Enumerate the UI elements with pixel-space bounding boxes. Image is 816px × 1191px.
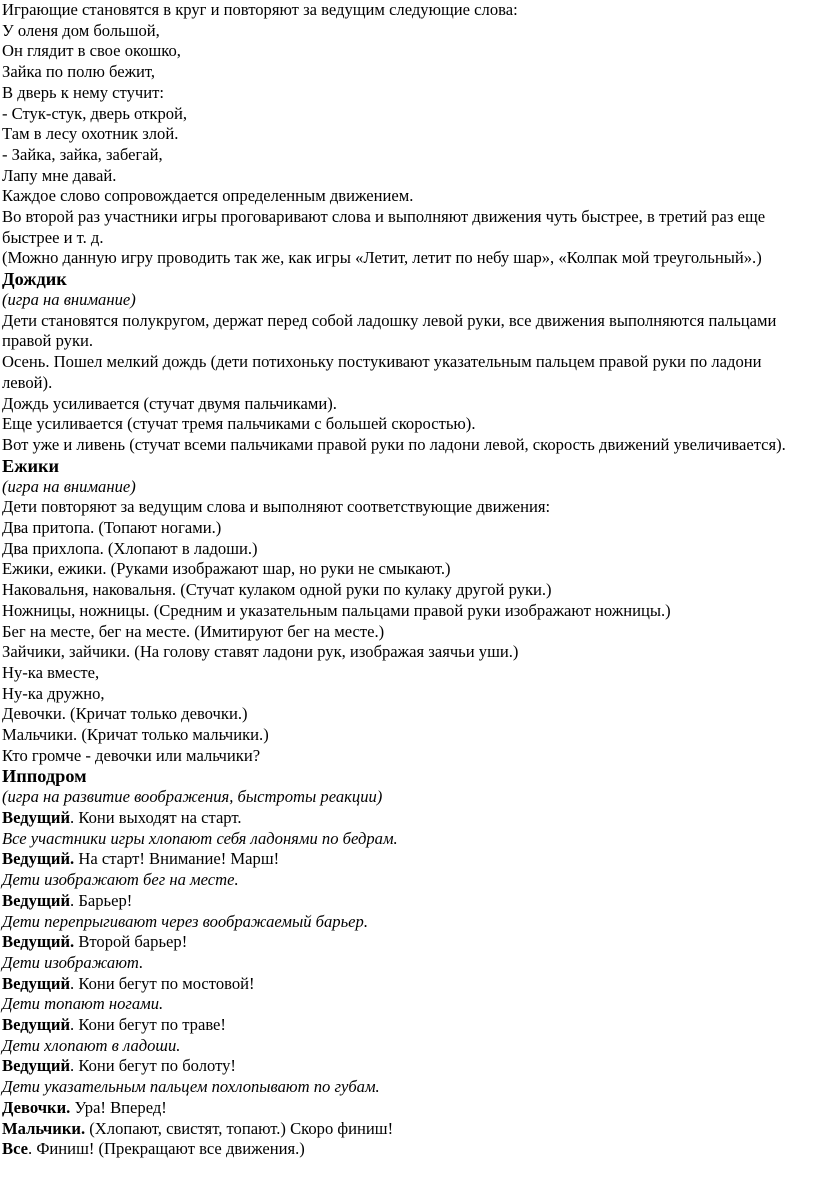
paragraph: Девочки. (Кричат только девочки.) bbox=[2, 704, 248, 724]
speech: Второй барьер! bbox=[74, 932, 188, 952]
paragraph: Дети становятся полукругом, держат перед собой ладошку левой руки, все движения выполняются пальцами правой руки. bbox=[2, 310, 777, 351]
speaker: Ведущий bbox=[2, 1015, 71, 1035]
paragraph: Зайчики, зайчики. (На голову ставят ладони рук, изображая заячьи уши.) bbox=[2, 642, 519, 662]
stage-direction: Дети указательным пальцем похлопывают по губам. bbox=[2, 1077, 380, 1097]
dialogue-line bbox=[2, 1139, 814, 1160]
stage-direction: Дети перепрыгивают через воображаемый барьер. bbox=[2, 911, 368, 931]
intro-line: Во второй раз участники игры проговаривают слова и выполняют движения чуть быстрее, в третий раз еще быстрее и т. д. bbox=[2, 207, 766, 247]
section-subtitle: (игра на внимание) bbox=[2, 476, 136, 496]
paragraph: Дети повторяют за ведущим слова и выполняют соответствующие движения: bbox=[2, 497, 551, 517]
stage-direction: Дети топают ногами. bbox=[2, 994, 164, 1014]
section-heading: Дождик bbox=[2, 269, 67, 290]
paragraph: Ежики, ежики. (Руками изображают шар, но руки не смыкают.) bbox=[2, 559, 451, 579]
stage-direction: Дети изображают. bbox=[2, 952, 144, 972]
stage-direction: Дети хлопают в ладоши. bbox=[2, 1035, 181, 1055]
speaker: Ведущий bbox=[2, 1056, 71, 1076]
dialogue-line bbox=[2, 1098, 814, 1119]
paragraph: Два прихлопа. (Хлопают в ладоши.) bbox=[2, 538, 258, 558]
intro-line: Он глядит в свое окошко, bbox=[2, 41, 181, 61]
speaker: Мальчики. bbox=[2, 1118, 86, 1138]
speech: (Хлопают, свистят, топают.) Скоро финиш! bbox=[85, 1118, 394, 1138]
stage-direction: Дети изображают бег на месте. bbox=[2, 870, 239, 890]
speech: . Кони бегут по траве! bbox=[70, 1015, 226, 1035]
dialogue-line bbox=[2, 849, 814, 870]
intro-line: Играющие становятся в круг и повторяют за ведущим следующие слова: bbox=[2, 0, 518, 19]
intro-line: - Стук-стук, дверь открой, bbox=[2, 103, 188, 123]
speech: . Финиш! (Прекращают все движения.) bbox=[28, 1139, 305, 1159]
paragraph: Ну-ка дружно, bbox=[2, 683, 105, 703]
speaker: Ведущий bbox=[2, 973, 71, 993]
rain-section bbox=[2, 269, 814, 456]
intro-line: - Зайка, зайка, забегай, bbox=[2, 144, 163, 164]
intro-line: Там в лесу охотник злой. bbox=[2, 124, 179, 144]
paragraph: Два притопа. (Топают ногами.) bbox=[2, 517, 222, 537]
speech: . Кони бегут по болоту! bbox=[70, 1056, 236, 1076]
speaker: Ведущий bbox=[2, 808, 71, 828]
intro-line: Лапу мне давай. bbox=[2, 165, 117, 185]
speech: На старт! Внимание! Марш! bbox=[74, 849, 280, 869]
dialogue-line bbox=[2, 891, 814, 912]
intro-line: Зайка по полю бежит, bbox=[2, 62, 156, 82]
hedgehogs-section bbox=[2, 456, 814, 767]
section-subtitle: (игра на развитие воображения, быстроты реакции) bbox=[2, 787, 383, 807]
paragraph: Бег на месте, бег на месте. (Имитируют бег на месте.) bbox=[2, 621, 385, 641]
paragraph: Осень. Пошел мелкий дождь (дети потихоньку постукивают указательным пальцем правой руки по ладони левой). bbox=[2, 352, 762, 392]
speaker: Девочки. bbox=[2, 1097, 71, 1117]
speaker: Ведущий. bbox=[2, 849, 75, 869]
intro-line: (Можно данную игру проводить так же, как игры «Летит, летит по небу шар», «Колпак мой треугольный».) bbox=[2, 248, 762, 268]
section-heading: Ипподром bbox=[2, 766, 87, 787]
dialogue-line bbox=[2, 1056, 814, 1077]
speaker: Ведущий. bbox=[2, 932, 75, 952]
paragraph: Еще усиливается (стучат тремя пальчиками с большей скоростью). bbox=[2, 414, 476, 434]
section-heading: Ежики bbox=[2, 455, 60, 476]
speech: . Кони выходят на старт. bbox=[70, 808, 242, 828]
intro-line: У оленя дом большой, bbox=[2, 20, 160, 40]
speech: . Кони бегут по мостовой! bbox=[70, 973, 255, 993]
hippodrome-section bbox=[2, 766, 814, 1160]
paragraph: Наковальня, наковальня. (Стучат кулаком одной руки по кулаку другой руки.) bbox=[2, 580, 552, 600]
speech: . Барьер! bbox=[70, 890, 133, 910]
speech: Ура! Вперед! bbox=[70, 1097, 167, 1117]
paragraph: Ну-ка вместе, bbox=[2, 662, 100, 682]
speaker: Все bbox=[2, 1139, 29, 1159]
dialogue-line bbox=[2, 932, 814, 953]
dialogue-line bbox=[2, 808, 814, 829]
paragraph: Ножницы, ножницы. (Средним и указательным пальцами правой руки изображают ножницы.) bbox=[2, 600, 671, 620]
intro-line: В дверь к нему стучит: bbox=[2, 82, 164, 102]
dialogue-line bbox=[2, 974, 814, 995]
paragraph: Вот уже и ливень (стучат всеми пальчиками правой руки по ладони левой, скорость движений увеличивается). bbox=[2, 434, 786, 454]
paragraph: Кто громче - девочки или мальчики? bbox=[2, 745, 261, 765]
dialogue-line bbox=[2, 1015, 814, 1036]
dialogue-line bbox=[2, 1119, 814, 1140]
section-subtitle: (игра на внимание) bbox=[2, 290, 136, 310]
paragraph: Мальчики. (Кричат только мальчики.) bbox=[2, 725, 269, 745]
intro-line: Каждое слово сопровождается определенным движением. bbox=[2, 186, 414, 206]
intro-section bbox=[2, 0, 814, 269]
paragraph: Дождь усиливается (стучат двумя пальчиками). bbox=[2, 393, 337, 413]
speaker: Ведущий bbox=[2, 890, 71, 910]
stage-direction: Все участники игры хлопают себя ладонями по бедрам. bbox=[2, 828, 398, 848]
